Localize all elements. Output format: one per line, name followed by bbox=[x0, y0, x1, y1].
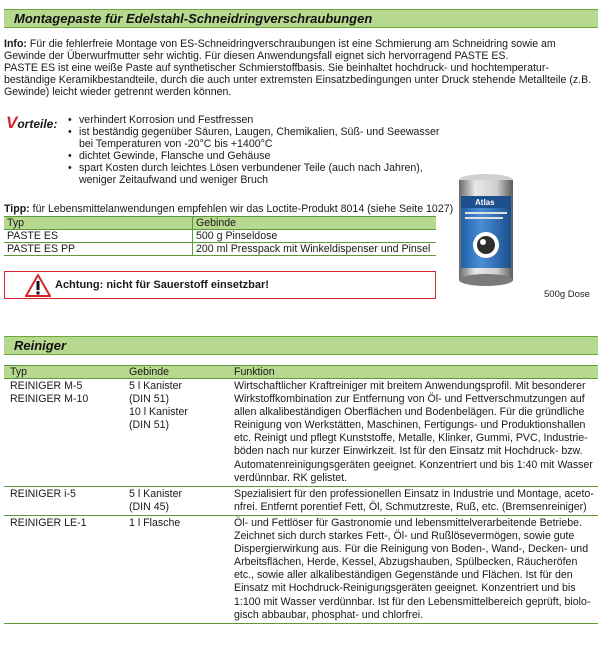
cell-typ: REINIGER LE-1 bbox=[10, 516, 87, 529]
table-row bbox=[4, 243, 436, 256]
cell-funktion: Öl- und Fettlöser für Gastronomie und lebensmittelverarbeitende Betriebe. bbox=[234, 516, 583, 529]
cell-gebinde: (DIN 45) bbox=[129, 500, 170, 513]
header-funktion: Funktion bbox=[228, 366, 598, 379]
header-typ: Typ bbox=[4, 217, 193, 230]
info-text-2: PASTE ES ist eine weiße Paste auf synthetischer Schmierstoffbasis. Sie beinhaltet hochdruck- und hochtemperatur-beständige Keramikbestandteile, durch die auch unter extremsten Einsatzbedingungen unter Druck stehende Metallteile (z.B. Gewinde) leicht wieder getrennt werden können. bbox=[4, 62, 592, 98]
tipp-label: Tipp: bbox=[4, 203, 30, 215]
list-item: • spart Kosten durch leichtes Lösen verbundener Teile (auch nach Jahren), weniger Zeitaufwand und weniger Bruch bbox=[66, 162, 456, 186]
cell-gebinde: (DIN 51) bbox=[129, 393, 170, 406]
list-item: • ist beständig gegenüber Säuren, Laugen, Chemikalien, Süß- und Seewasser bei Temperaturen von -20°C bis +1400°C bbox=[66, 126, 456, 150]
warning-text: Achtung: nicht für Sauerstoff einsetzbar! bbox=[55, 279, 269, 291]
cell-funktion: Einsatz mit Hochdruck-Reinigungsgeräten geeignet. Konzentriert und bis bbox=[234, 582, 576, 595]
table-header-row bbox=[4, 217, 436, 230]
cell-funktion: etc., sowie aller alkalibeständigen Gegenstände und Flächen. Ist für den bbox=[234, 569, 573, 582]
section-title: Montagepaste für Edelstahl-Schneidringverschraubungen bbox=[14, 11, 373, 26]
product-brand: Atlas bbox=[475, 198, 495, 207]
header-gebinde: Gebinde bbox=[123, 366, 228, 379]
cell-funktion: Dispergierwirkung aus. Für die Reinigung von Boden-, Wand-, Decken- und bbox=[234, 543, 589, 556]
cell-funktion: gisch abbaubar, phosphat- und chlorfrei. bbox=[234, 608, 424, 621]
cell-funktion: verdünnbar. RK gelistet. bbox=[234, 471, 348, 484]
table-header-row bbox=[4, 366, 598, 379]
tipp-text: für Lebensmittelanwendungen empfehlen wir das Loctite-Produkt 8014 (siehe Seite 1027) bbox=[32, 203, 454, 215]
table-row bbox=[4, 379, 598, 487]
table-row bbox=[4, 486, 598, 515]
cell-funktion: Wirtschaftlicher Kraftreiniger mit breitem Anwendungsprofil. Mit besonderer bbox=[234, 380, 586, 392]
cell-funktion: Wirkstoffkombination zur Entfernung von Öl- und Fettverschmutzungen auf bbox=[234, 393, 585, 406]
reiniger-table bbox=[4, 365, 598, 624]
product-caption: 500g Dose bbox=[544, 289, 590, 300]
cell-funktion: allen alkalibeständigen Oberflächen und Bodenbelägen. Für die gründliche bbox=[234, 406, 585, 419]
cell-typ: PASTE ES bbox=[4, 230, 193, 243]
cell-gebinde: 10 l Kanister bbox=[129, 406, 188, 419]
section-title: Reiniger bbox=[14, 338, 67, 353]
warning-box bbox=[4, 271, 436, 299]
cell-funktion: 1:100 mit Wasser verdünnbar. Ist für den Lebensmittelbereich geprüft, biolo- bbox=[234, 595, 591, 608]
cell-gebinde: 1 l Flasche bbox=[129, 516, 181, 529]
cell-funktion: nfrei. Entfernt porentief Fett, Öl, Schmutzreste, Ruß, etc. (Bremsenreiniger) bbox=[234, 500, 587, 513]
list-item: • verhindert Korrosion und Festfressen bbox=[66, 114, 456, 126]
cell-funktion: böden nach nur kurzer Einwirkzeit. Ist für den Einsatz mit Hochdruck- bzw. bbox=[234, 445, 583, 458]
cell-gebinde: 200 ml Presspack mit Winkeldispenser und Pinsel bbox=[193, 243, 437, 256]
header-gebinde: Gebinde bbox=[193, 217, 437, 230]
table-row bbox=[4, 515, 598, 623]
cell-funktion: Zeichnet sich durch starkes Fett-, Öl- und Rußlösevermögen, sowie gute bbox=[234, 530, 575, 543]
paste-can-icon bbox=[453, 168, 598, 293]
vorteile-label: Vorteile: bbox=[6, 113, 58, 132]
cell-funktion: Spezialisiert für den professionellen Einsatz in Industrie und Montage, aceto- bbox=[234, 487, 594, 500]
warning-icon bbox=[25, 274, 51, 297]
cell-gebinde: (DIN 51) bbox=[129, 419, 170, 432]
paste-table bbox=[4, 216, 436, 256]
section-heading-reiniger bbox=[4, 336, 598, 355]
product-image bbox=[453, 168, 598, 293]
tipp-paragraph bbox=[4, 203, 453, 215]
info-label: Info: bbox=[4, 38, 27, 50]
cell-typ: REINIGER M-5 bbox=[10, 380, 83, 392]
list-item: • dichtet Gewinde, Flansche und Gehäuse bbox=[66, 150, 456, 162]
table-row bbox=[4, 230, 436, 243]
info-paragraph bbox=[4, 38, 596, 98]
cell-typ: PASTE ES PP bbox=[4, 243, 193, 256]
cell-typ: REINIGER M-10 bbox=[10, 393, 89, 406]
section-heading-montagepaste bbox=[4, 9, 598, 28]
cell-typ: REINIGER i-5 bbox=[10, 487, 76, 500]
cell-funktion: Reinigung von Werkstätten, Maschinen, Fertigungs- und Produktionshallen bbox=[234, 419, 586, 432]
cell-gebinde: 5 l Kanister bbox=[129, 380, 182, 392]
cell-gebinde: 500 g Pinseldose bbox=[193, 230, 437, 243]
cell-funktion: Automatenreinigungsgeräten geeignet. Konzentriert und bis 1:40 mit Wasser bbox=[234, 458, 593, 471]
vorteile-check-icon: V bbox=[6, 113, 18, 132]
cell-funktion: Arbeitsflächen, Herde, Kessel, Abzugshauben, Spülbecken, Räucheröfen bbox=[234, 556, 578, 569]
cell-gebinde: 5 l Kanister bbox=[129, 487, 182, 500]
header-typ: Typ bbox=[4, 366, 123, 379]
info-text: Für die fehlerfreie Montage von ES-Schneidringverschraubungen ist eine Schmierung am Schneidring sowie am Gewinde der Überwurfmutter sehr wichtig. Für diesen Anwendungsfall eignet sich hervorragend PASTE ES. bbox=[4, 38, 556, 62]
cell-funktion: etc. Reinigt und pflegt Kunststoffe, Metalle, Klinker, Gummi, PVC, Industrie- bbox=[234, 432, 588, 445]
advantages-list bbox=[66, 114, 456, 186]
